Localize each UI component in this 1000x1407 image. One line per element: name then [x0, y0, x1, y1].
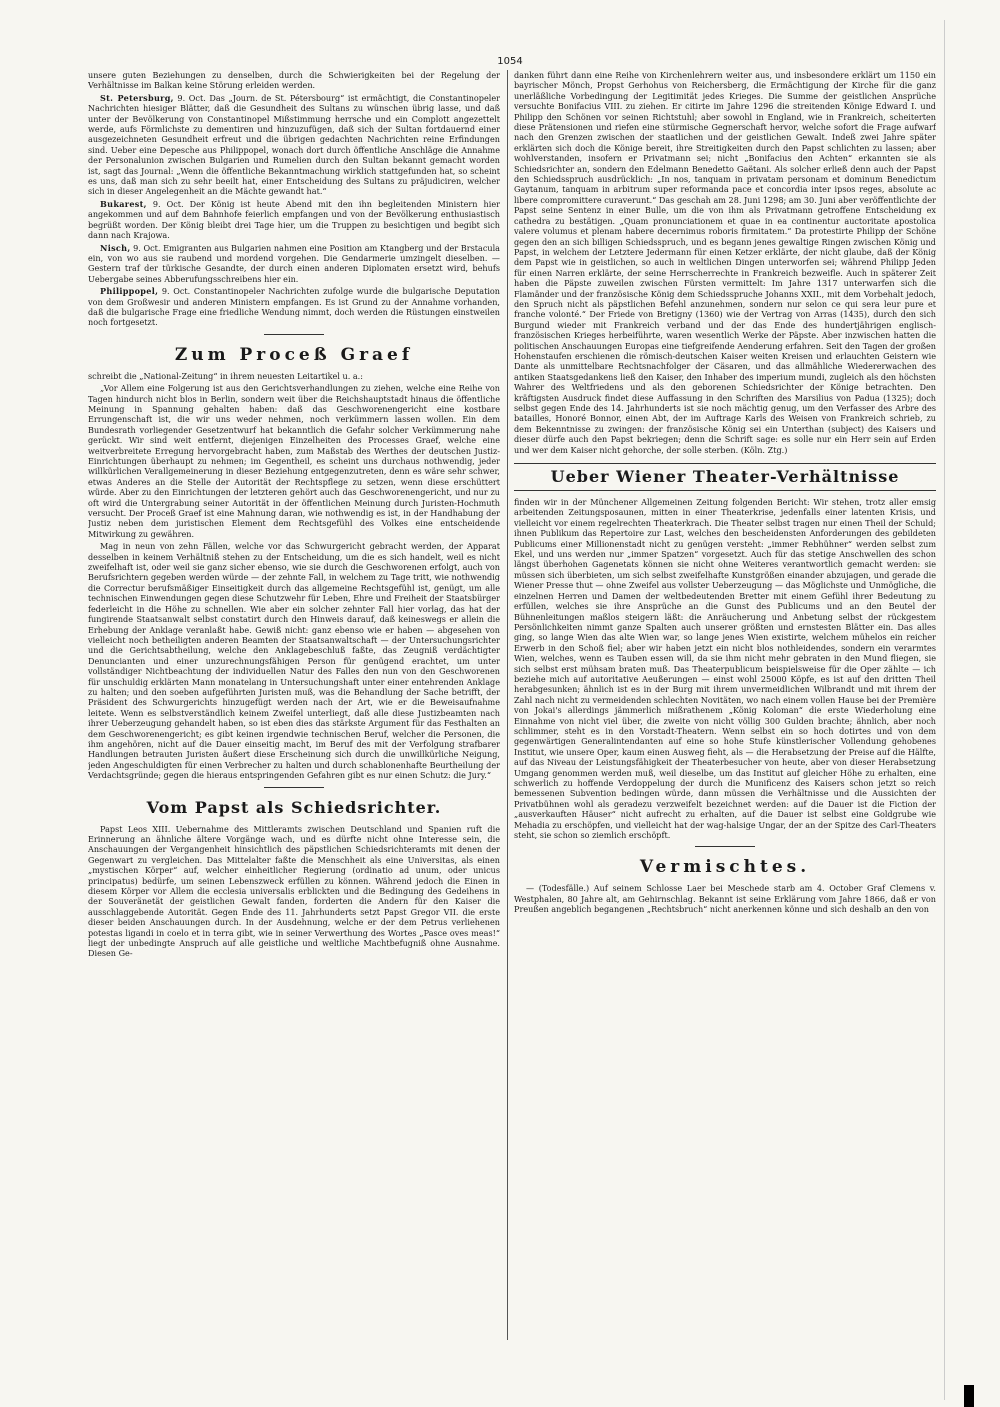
dateline: Bukarest,	[100, 198, 147, 209]
news-item-bukarest	[88, 199, 500, 241]
news-text: 9. Oct. Der König ist heute Abend mit den ihn begleitenden Ministern hier angekommen und auf dem Bahnhofe feierlich empfangen und von der Bevölkerung enthusiastisch begrüßt worden. Der König bleibt drei Tage hier, um die Truppen zu besichtigen und begibt sich dann nach Krajowa.	[88, 198, 500, 241]
separator	[695, 846, 755, 847]
article-text: — (Todesfälle.) Auf seinem Schlosse Laer bei Meschede starb am 4. October Graf Clemens v. Westphalen, 80 Jahre alt, am Gehirnschlag. Bekannt ist seine Erklärung vom Jahre 1866, daß er von Preußen angeblich begangenen „Rechtsbruch“ nicht anerkennen könne und sich deshalb an den von	[514, 883, 936, 915]
article-text	[514, 70, 936, 455]
article-text: „Vor Allem eine Folgerung ist aus den Gerichtsverhandlungen zu ziehen, welche eine Reihe von Tagen hindurch nicht blos in Berlin, sondern weit über die Reichshauptstadt hinaus die öffentliche Meinung in Spannung gehalten haben: daß das Geschworenengericht eine kostbare Errungenschaft ist, die wir uns weder nehmen, noch verkümmern lassen wollen. Ein dem Bundesrath vorliegender Gesetzentwurf hat bekanntlich die Gefahr solcher Verkümmerung nahe gerückt. Wir sind weit entfernt, diejenigen Einzelheiten des Processes Graef, welche eine weitverbreitete Erregung hervorgebracht haben, zum Maßstab des Werthes der deutschen Justiz-Einrichtungen überhaupt zu nehmen; im Gegentheil, es scheint uns durchaus nothwendig, jeder willkürlichen Verallgemeinerung in dieser Beziehung entgegenzutreten, denn es wäre sehr schwer, etwas Anderes an die Stelle der Autorität der Rechtspflege zu setzen, wenn diese erschüttert würde. Aber zu den Einrichtungen der letzteren gehört auch das Geschworenengericht, und nur zu oft wird die Untergrabung seiner Autorität in der öffentlichen Meinung durch Juristen-Hochmuth versucht. Der Proceß Graef ist eine Mahnung daran, wie nothwendig es ist, in der Handhabung der Justiz neben dem juristischen Element dem Rechtsgefühl des Volkes eine entscheidende Mitwirkung zu gewähren.	[88, 383, 500, 539]
article-text: Mag in neun von zehn Fällen, welche vor das Schwurgericht gebracht werden, der Apparat desselben in keinem Verhältniß stehen zu der Entscheidung, um die es sich handelt, weil es nicht zweifelhaft ist, oder weil sie ganz sicher ebenso, wie sie durch die Geschworenen erfolgt, auch von Berufsrichtern gegeben werden würde — der zehnte Fall, in welchem zu Tage tritt, wie nothwendig die Correctur berufsmäßiger Einseitigkeit durch das allgemeine Rechtsgefühl ist, genügt, um alle technischen Einwendungen gegen diese Schutzwehr für Leben, Ehre und Freiheit der Staatsbürger federleicht in die Höhe zu schnellen. Wie aber ein solcher zehnter Fall hier vorlag, das hat der fungirende Staatsanwalt selbst constatirt durch den Hinweis darauf, daß keineswegs er allein die Erhebung der Anklage veranlaßt habe. Gewiß nicht: ganz ebenso wie er haben — abgesehen von vielleicht noch betheiligten anderen Beamten der Staatsanwaltschaft — der Untersuchungsrichter und die Gerichtsabtheilung, welche den Anklagebeschluß faßte, das Zeugniß verdächtigter Denuncianten und einer unzurechnungsfähigen Person für genügend erachtet, um unter vollständiger Nichtbeachtung der individuellen Natur des Falles den nun von den Geschworenen für unschuldig erklärten Mann monatelang in Untersuchungshaft unter einer entehrenden Anklage zu halten; und den soeben aufgeführten Juristen muß, was die Behandlung der Sache betrifft, der Präsident des Schwurgerichts hinzugefügt werden nach der Art, wie er die Beweisaufnahme leitete. Wenn es selbstverständlich keinem Zweifel unterliegt, daß alle diese Justizbeamten nach ihrer Ueberzeugung gehandelt haben, so ist eben dies das stärkste Argument für das Festhalten an dem Geschworenengericht; es gibt keinen irgendwie technischen Beruf, welcher die Personen, die ihm angehören, nicht auf die Dauer einseitig macht, im Beruf des mit der Verfolgung strafbarer Handlungen betrauten Juristen äußert diese Erscheinung sich durch die unwillkürliche Neigung, jeden Angeschuldigten für einen Verbrecher zu halten und durch schablonenhafte Beurtheilung der Verdachtsgründe; gegen die hieraus entspringenden Gefahren gibt es nur einen Schutz: die Jury.“	[88, 541, 500, 781]
section-heading: Zum Proceß Graef	[174, 344, 414, 365]
news-text: 9. Oct. Emigranten aus Bulgarien nahmen eine Position am Ktangberg und der Brstacula ein, von wo aus sie raubend und mordend vorgehen. Die Gendarmerie umzingelt dieselben. — Gestern traf der türkische Gesandte, der durch einen anderen Diplomaten ersetzt wird, behufs Uebergabe seines Abberufungsschreibens hier ein.	[88, 242, 500, 284]
source-attribution: (Köln. Ztg.)	[740, 444, 788, 455]
left-column	[88, 70, 500, 1390]
news-text: 9. Oct. Das „Journ. de St. Pétersbourg“ ist ermächtigt, die Constantinopeler Nachrichten hiesiger Blätter, daß die Gesundheit des Sultans zu wünschen übrig lasse, und daß unter der Bevölkerung von Constantinopel Mißstimmung herrsche und ein Complott angezettelt werde, aufs Förmlichste zu dementiren und hinzuzufügen, daß sich der Sultan fortdauernd einer ausgezeichneten Gesundheit erfreut und die übrigen gedachten Nachrichten reine Erfindungen sind. Ueber eine Depesche aus Philippopel, wonach dort durch öffentliche Anschläge die Annahme der Personalunion zwischen Bulgarien und Rumelien durch den Sultan bekannt gemacht worden ist, sagt das Journal: „Wenn die öffentliche Bekanntmachung wirklich stattgefunden hat, so scheint es uns, daß man sich zu sehr beeilt hat, einer Entscheidung des Sultans zu präjudiciren, welcher sich in dieser Angelegenheit an die Mächte gewandt hat.“	[88, 92, 500, 197]
column-rule	[507, 70, 508, 1340]
page-number: 1054	[497, 56, 523, 67]
dateline: Nisch,	[100, 242, 131, 253]
section-heading: Ueber Wiener Theater-Verhältnisse	[550, 467, 900, 487]
right-column	[514, 70, 936, 1390]
news-text: 9. Oct. Constantinopeler Nachrichten zufolge wurde die bulgarische Deputation von dem Großwesir und anderen Ministern empfangen. Es ist Grund zu der Annahme vorhanden, daß die bulgarische Frage eine friedliche Wendung nimmt, doch werden die Rüstungen einstweilen noch fortgesetzt.	[88, 286, 500, 328]
news-item-nisch	[88, 243, 500, 285]
article-text: finden wir in der Münchener Allgemeinen Zeitung folgenden Bericht: Wir stehen, trotz aller emsig arbeitenden Zeitungsposaunen, mitten in einer Theaterkrise, jedenfalls einer latenten Krisis, und vielleicht vor einem regelrechten Theaterkrach. Die Theater selbst tragen nur einen Theil der Schuld; ihnen Publikum das Repertoire zur Last, welches den bescheidensten Anforderungen des gebildeten Publicums einer Millionenstadt nicht zu genügen versteht: „immer Rebhühner“ werden selbst zum Ekel, und uns werden nur „immer Spatzen“ vorgesetzt. Auch für das stetige Anschwellen des schon längst überhohen Gagenetats können sie nicht ohne Weiteres verantwortlich gemacht werden: sie müssen sich überbieten, um sich selbst zweifelhafte Kunstgrößen einander abzujagen, und gerade die Wiener Presse thut — ohne Zweifel aus vollster Ueberzeugung — das Möglichste und Unmögliche, die einzelnen Herren und Damen der weltbedeutenden Bretter mit einem Gefühl ihrer Bedeutung zu erfüllen, welches sie ihre Ansprüche an die Gunst des Publicums und an den Beutel der Bühnenleitungen maßlos steigern läßt: die Anräucherung und Anbetung selbst der rückgestem Persönlichkeiten nimmt ganze Spalten auch unserer größten und ernstesten Blätter ein. Das alles ging, so lange Wien das alte Wien war, so lange jenes Wien existirte, welchem mühelos ein reicher Erwerb in den Schoß fiel; aber wir haben jetzt ein nicht blos nothleidendes, sondern ein verarmtes Wien, welches, wenn es Tauben essen will, da sie ihm nicht mehr gebraten in den Mund fliegen, sie sich selbst erst mühsam braten muß. Das Theaterpublicum beispielsweise für die Oper zählte — ich beziehe mich auf autoritative Aeußerungen — einst wohl 25000 Köpfe, es ist auf den dritten Theil herabgesunken; ähnlich ist es in der Burg mit ihrem unvermeidlichen Wilbrandt und mit ihrem der Zahl nach nicht zu vermeidenden schlechten Novitäten, wo nach einem vollen Hause bei der Première von Jokai's allerdings jämmerlich mißrathenem „König Koloman“ die erste Wiederholung eine Einnahme von nicht viel über, die zweite von nicht völlig 300 Gulden brachte; ähnlich, aber noch schlimmer, steht es in den Vorstadt-Theatern. Wenn selbst ein so hoch dotirtes und von dem gegenwärtigen Generalintendanten auf eine so hohe Stufe künstlerischer Vollendung gehobenes Institut, wie unsere Oper, kaum einen Ausweg fieht, als — die Herabsetzung der Preise auf die Hälfte, auf das Niveau der Leistungsfähigkeit der Theaterbesucher von heute, aber von dieser Herabsetzung Umgang genommen werden muß, weil dieselbe, um das Institut auf gleicher Höhe zu erhalten, eine schwerlich zu hoffende Verdoppelung der durch die Munificenz des Kaisers schon jetzt so reich bemessenen Subvention bedingen würde, dann müssen die Verhältnisse und die Aussichten der Privatbühnen wohl als geradezu verzweifelt bezeichnet werden: auf die Dauer ist die Fiction der „ausverkauften Häuser“ nicht aufrecht zu erhalten, auf die Dauer ist selbst eine Goldgrube wie Mehadia zu erschöpfen, und vielleicht hat der wag-halsige Ungar, der an der Spitze des Carl-Theaters steht, sie schon so ziemlich erschöpft.	[514, 497, 936, 841]
heading-box	[514, 463, 936, 491]
separator	[264, 334, 324, 335]
article-text: schreibt die „National-Zeitung“ in ihrem neuesten Leitartikel u. a.:	[88, 370, 363, 381]
scan-mark	[964, 1385, 974, 1407]
article-text: unsere guten Beziehungen zu denselben, durch die Schwierigkeiten bei der Regelung der Verhältnisse im Balkan keine Störung erleiden werden.	[88, 70, 500, 91]
article-text-body: danken führt dann eine Reihe von Kirchenlehrern weiter aus, und insbesondere erklärt um 1150 ein bayrischer Mönch, Propst Gerhohus von Reichersberg, die Ermächtigung der Kirche für die ganz unerläßliche Vorbedingung der Legitimität jedes Krieges. Die Summe der geistlichen Ansprüche versuchte Bonifacius VIII. zu ziehen. Er citirte im Jahre 1296 die streitenden Könige Edward I. und Philipp den Schönen vor seinen Richtstuhl; aber sowohl in England, wie in Frankreich, scheiterten diese Prätensionen und riefen eine stürmische Gegnerschaft hervor, welche sofort die Frage aufwarf nach den Grenzen zwischen der staatlichen und der geistlichen Gewalt. Indeß zwei Jahre später erklärten sich doch die Könige bereit, ihre Streitigkeiten durch den Papst schlichten zu lassen; aber wohlverstanden, insofern er Privatmann sei; nicht „Bonifacius den Achten“ erkannten sie als Schiedsrichter an, sondern den Edelmann Benedetto Gaëtani. Als solcher erließ denn auch der Papst den Schiedsspruch ausdrücklich: „In nos, tanquam in privatam personam et dominum Benedictum Gaytanum, tanquam in arbitrum super reformanda pace et concordia inter ipsos reges, absolute ac libere compromittere curaverunt.“ Das geschah am 28. Juni 1298; am 30. Juni aber veröffentlichte der Papst seine Sentenz in einer Bulle, um die von ihm als Privatmann getroffene Entscheidung ex cathedra zu bestätigen. „Quam pronunciationem et quae in ea continentur auctoritate apostolica valere volumus et plenam habere decernimus roboris firmitatem.“ Da protestirte Philipp der Schöne gegen den an sich billigen Schiedsspruch, und es begann jenes gewaltige Ringen zwischen König und Papst, in welchem der Letztere Jedermann für einen Ketzer erklärte, der nicht glaube, daß der König dem Papst wie in geistlichen, so auch in weltlichen Dingen unterworfen sei; während Philipp Jeden für einen Narren erklärte, der seine Herrscherrechte in Frankreich bezweifle. Auch in späterer Zeit haben die Päpste zuweilen zwischen Fürsten vermittelt: Im Jahre 1317 unterwarfen sich die Flamänder und der französische König dem Schiedsspruche Johanns XXII., mit dem Vorbehalt jedoch, den Spruch nicht als päpstlichen Befehl anzunehmen, sondern nur selon ce qui sera leur pure et franche volonté.“ Der Friede von Bretigny (1360) wie der Vertrag von Arras (1435), durch den sich Burgund wieder mit Frankreich verband und der das Ende des hundertjährigen englisch-französischen Krieges herbeiführte, waren wesentlich Werke der Päpste. Aber inzwischen hatten die politischen Anschauungen Europas eine tiefgreifende Aenderung erfahren. Seit den Tagen der großen Hohenstaufen erschienen die römisch-deutschen Kaiser weiten Kreisen und erlauchten Geistern wie Dante als unmittelbare Rechtsnachfolger der Cäsaren, und das allmähliche Wiedererwachen des antiken Staatsgedankens ließ den Kaiser, den Inhaber des imperium mundi, zugleich als den höchsten Wahrer des Weltfriedens und als den geborenen Schiedsrichter der Könige betrachten. Den kräftigsten Ausdruck findet diese Auffassung in den Schriften des Marsilius von Padua (1325); doch selbst gegen Ende des 14. Jahrhunderts ist sie noch mächtig genug, um den Verfasser des Arbre des batailles, Honoré Bonnor, einen Abt, der im Auftrage Karls des Weisen von Frankreich schrieb, zu dem Bekenntnisse zu zwingen: der französische König sei ein Unterthan (subject) des Kaisers und dieser dürfe auch den Papst bekriegen; denn die Schrift sage: es solle nur ein Herr sein auf Erden und wer dem Kaiser nicht gehorche, der solle sterben.	[514, 70, 936, 455]
section-heading: Vermischtes.	[639, 857, 811, 878]
news-item-st-petersburg	[88, 93, 500, 197]
dateline: Philippopel,	[100, 286, 159, 297]
dateline: St. Petersburg,	[100, 92, 174, 103]
news-item-philippopel	[88, 286, 500, 328]
scan-edge	[944, 20, 945, 1400]
article-text: Papst Leos XIII. Uebernahme des Mittleramts zwischen Deutschland und Spanien ruft die Erinnerung an ähnliche ältere Vorgänge wach, und es dürfte nicht ohne Interesse sein, die Anschauungen der Vergangenheit hinsichtlich des päpstlichen Schiedsrichteramts mit denen der Gegenwart zu vergleichen. Das Mittelalter faßte die Menschheit als eine Universitas, als einen „mystischen Körper“ auf, welcher einheitlicher Regierung (ordinatio ad unum, oder unicus principatus) bedürfe, um seinen Lebenszweck erfüllen zu können. Während jedoch die Einen in diesem Körper vor Allem die ecclesia universalis erblickten und die Bedingung des Gedeihens in der Souveränetät der geistlichen Gewalt fanden, forderten die Andern für den Kaiser die ausschlaggebende Autorität. Gegen Ende des 11. Jahrhunderts setzt Papst Gregor VII. die erste dieser beiden Anschauungen durch. In der Ausdehnung, welche er der dem Petrus verliehenen potestas ligandi in coelo et in terra gibt, wie in seiner Verwerthung des Wortes „Pasce oves meas!“ liegt der unbedingte Anspruch auf alle geistliche und weltliche Machtbefugniß ohne Ausnahme. Diesen Ge-	[88, 823, 500, 959]
section-heading: Vom Papst als Schiedsrichter.	[146, 797, 442, 817]
separator	[264, 787, 324, 788]
